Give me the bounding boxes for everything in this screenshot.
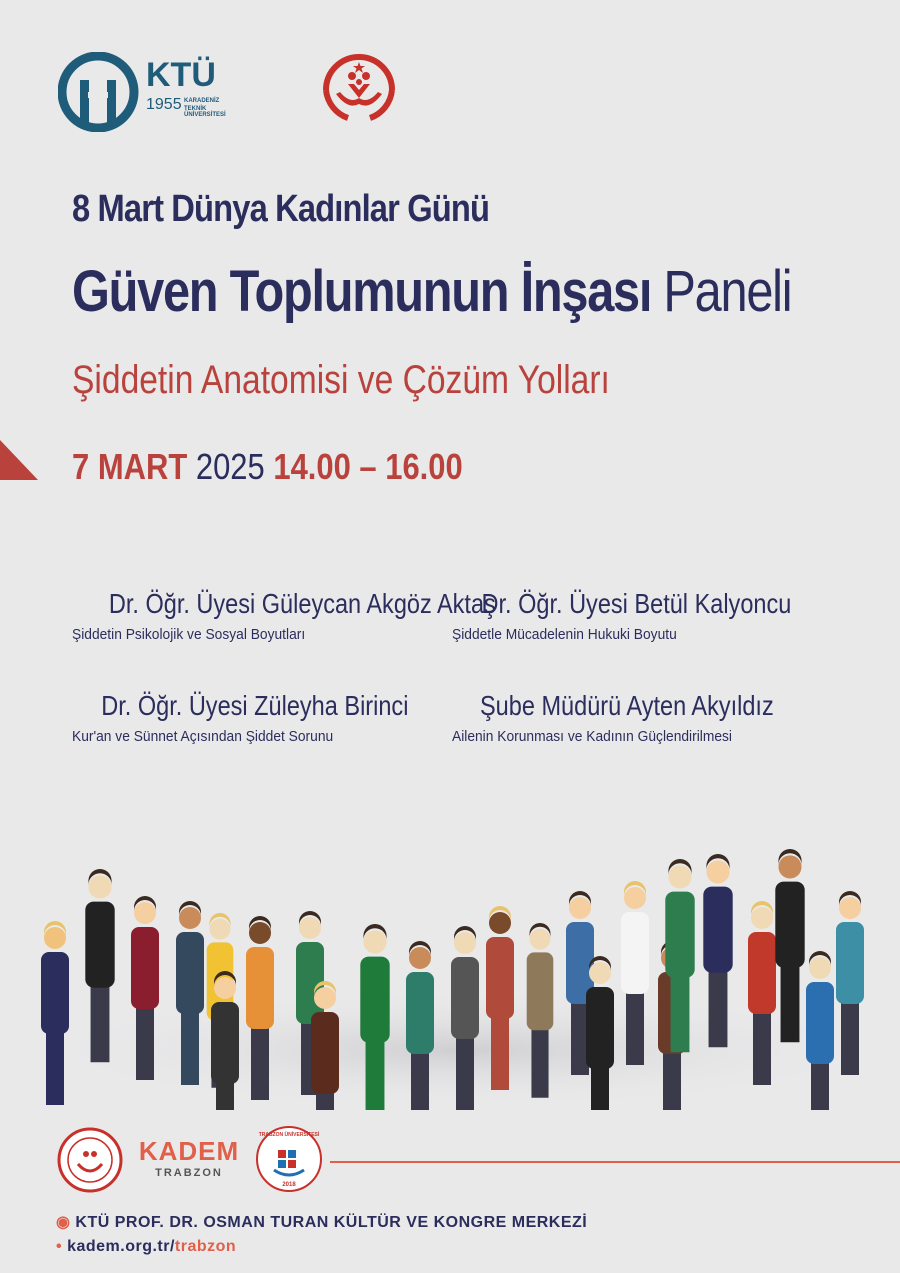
ministry-seal-icon	[56, 1126, 124, 1194]
event-date-day: 7 MART	[72, 446, 188, 487]
speaker-3	[72, 690, 438, 745]
kadem-logo	[134, 1136, 244, 1179]
event-title-light: Paneli	[663, 259, 792, 324]
kadem-logo-city: TRABZON	[155, 1167, 223, 1179]
website-main: kadem.org.tr/	[67, 1238, 175, 1255]
ktu-logo-text: KTÜ	[146, 56, 216, 94]
location-pin-icon: ◉	[56, 1214, 71, 1231]
person-figure	[806, 951, 834, 1110]
event-datetime	[72, 446, 463, 488]
event-title-bold: Güven Toplumunun İnşası	[72, 259, 652, 324]
trabzon-university-logo	[254, 1124, 324, 1194]
trabzon-university-text: TRABZON ÜNİVERSİTESİ	[258, 1132, 320, 1138]
venue-text: KTÜ PROF. DR. OSMAN TURAN KÜLTÜR VE KONGRE MERKEZİ	[75, 1214, 588, 1231]
ministry-seal-logo	[56, 1126, 124, 1194]
speaker-name: Dr. Öğr. Üyesi Betül Kalyoncu	[481, 588, 792, 619]
person-figure	[41, 921, 69, 1105]
website-path: trabzon	[174, 1238, 237, 1255]
ktu-logo-sub2: TEKNİK ÜNİVERSİTESİ	[184, 106, 226, 118]
event-date-year: 2025	[195, 446, 265, 487]
ktu-logo-sub1: KARADENİZ	[184, 98, 220, 104]
ktu-logo-year: 1955	[146, 96, 182, 113]
footer-divider	[330, 1161, 900, 1163]
ktu-logo	[58, 52, 248, 132]
event-title-line2	[72, 258, 791, 325]
speaker-name: Dr. Öğr. Üyesi Züleyha Birinci	[101, 690, 409, 721]
crowd-illustration	[0, 780, 900, 1110]
ktu-emblem-icon	[58, 52, 140, 132]
website[interactable]	[56, 1238, 236, 1256]
speaker-topic: Şiddetle Mücadelenin Hukuki Boyutu	[452, 626, 677, 643]
speaker-2	[452, 588, 821, 643]
trabzon-university-year: 2018	[282, 1182, 296, 1188]
venue	[56, 1212, 587, 1232]
bullet-icon: •	[56, 1238, 63, 1255]
speaker-name: Dr. Öğr. Üyesi Güleycan Akgöz Aktaş	[108, 588, 496, 619]
event-subtitle: Şiddetin Anatomisi ve Çözüm Yolları	[72, 358, 610, 402]
event-time: 14.00 – 16.00	[273, 446, 463, 487]
speaker-topic: Kur'an ve Sünnet Açısından Şiddet Sorunu	[72, 728, 334, 745]
triangle-decoration-icon	[0, 440, 38, 480]
speaker-name: Şube Müdürü Ayten Akyıldız	[479, 690, 774, 721]
speaker-4	[452, 690, 802, 745]
ministry-logo	[318, 50, 400, 122]
family-hands-icon	[318, 50, 400, 122]
person-figure	[311, 981, 339, 1110]
event-title-line1: 8 Mart Dünya Kadınlar Günü	[72, 188, 490, 230]
kadem-logo-text: KADEM	[138, 1136, 240, 1166]
speaker-topic: Ailenin Korunması ve Kadının Güçlendirilmesi	[452, 728, 732, 745]
speaker-topic: Şiddetin Psikolojik ve Sosyal Boyutları	[72, 626, 306, 643]
